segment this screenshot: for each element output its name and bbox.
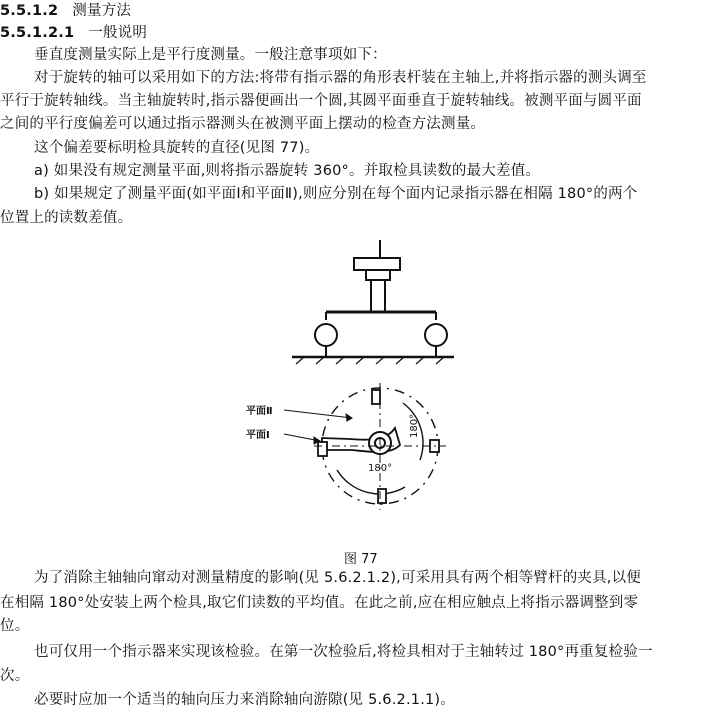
paragraph-line: 次。 [0,668,30,684]
paragraph-line: 平行于旋转轴线。当主轴旋转时,指示器便画出一个圆,其圆平面垂直于旋转轴线。被测平面与圆平面 [0,93,642,109]
paragraph-line: 必要时应加一个适当的轴向压力来消除轴向游隙(见 5.6.2.1.1)。 [34,692,455,708]
side-view-drawing [292,240,454,364]
paragraph-line: 为了消除主轴轴向窜动对测量精度的影响(见 5.6.2.1.2),可采用具有两个相等臂杆的夹具,以便 [34,570,642,586]
label-plane-1: 平面Ⅰ [246,430,270,441]
figure-caption: 图 77 [344,552,378,567]
paragraph-line: 之间的平行度偏差可以通过指示器测头在被测平面上摆动的检查方法测量。 [0,116,486,132]
section-number: 5.5.1.2.1 [0,25,75,41]
section-title: 测量方法 [72,3,132,19]
paragraph-line: 这个偏差要标明检具旋转的直径(见图 77)。 [34,140,320,156]
paragraph-line: 也可仅用一个指示器来实现该检验。在第一次检验后,将检具相对于主轴转过 180°再重复检验一 [34,644,653,660]
angle-label-right: 180° [409,413,420,438]
top-view-drawing [284,383,446,510]
paragraph-line: 在相隔 180°处安装上两个检具,取它们读数的平均值。在此之前,应在相应触点上将指示器调整到零 [0,595,639,611]
paragraph-line: 对于旋转的轴可以采用如下的方法:将带有指示器的角形表杆装在主轴上,并将指示器的测头调至 [34,70,647,86]
list-item-b: b) 如果规定了测量平面(如平面Ⅰ和平面Ⅱ),则应分别在每个面内记录指示器在相隔 180°的两个 [34,186,638,202]
label-plane-2: 平面Ⅱ [246,406,273,417]
paragraph-line: 位置上的读数差值。 [0,210,133,226]
section-title: 一般说明 [88,25,148,41]
list-item-a: a) 如果没有规定测量平面,则将指示器旋转 360°。并取检具读数的最大差值。 [34,163,541,179]
angle-label-bottom: 180° [368,463,393,474]
paragraph-line: 垂直度测量实际上是平行度测量。一般注意事项如下： [34,47,387,63]
section-number: 5.5.1.2 [0,3,59,19]
paragraph-line: 位。 [0,618,30,634]
